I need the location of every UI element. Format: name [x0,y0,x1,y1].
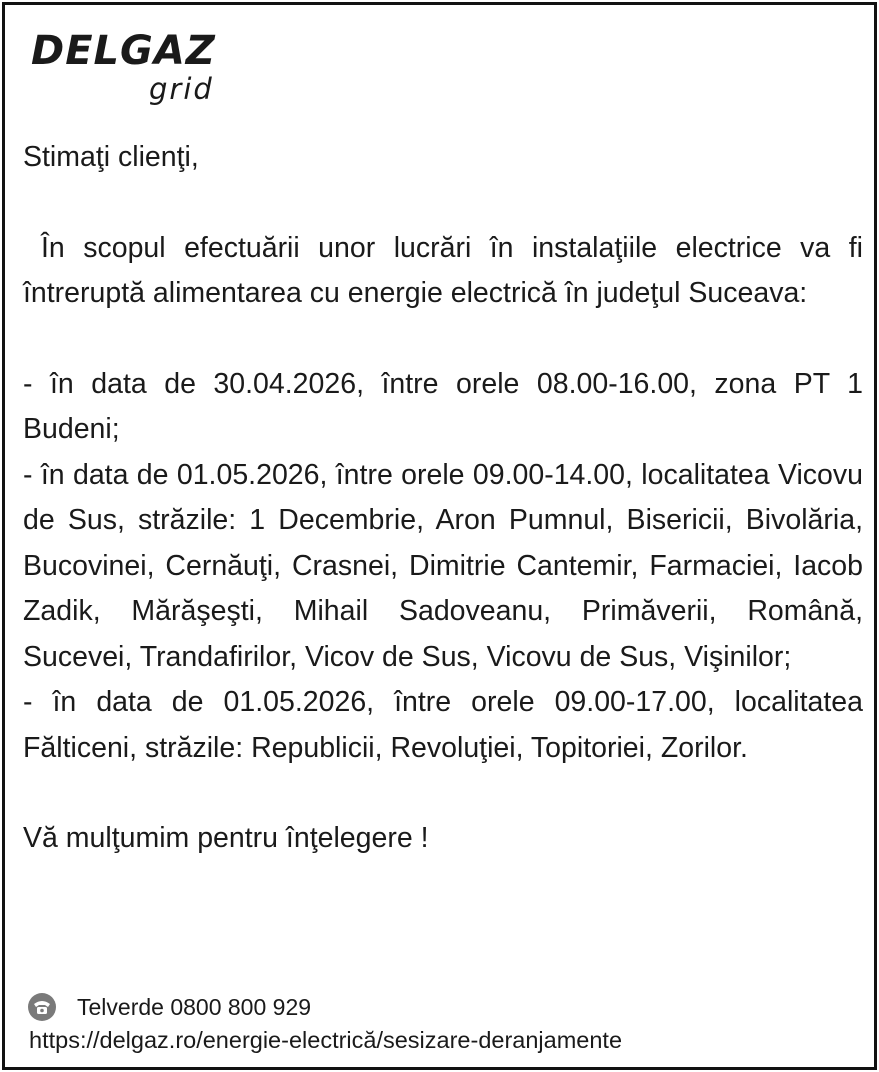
phone-number: Telverde 0800 800 929 [77,993,312,1020]
spacer [23,317,863,362]
delgaz-logo [31,29,231,109]
phone-icon [27,992,57,1022]
notice-body [23,135,863,862]
outage-item-1: - în data de 30.04.2026, între orele 08.00-16.00, zona PT 1 Budeni; [23,367,863,445]
outage-item-3: - în data de 01.05.2026, între orele 09.00-17.00, localitatea Fălticeni, străzile: Republicii, Revoluţiei, Topitoriei, Zorilor. [23,686,863,764]
logo-sub-text: grid [149,72,214,106]
logo-main-text: DELGAZ [31,28,216,74]
complaint-url[interactable]: https://delgaz.ro/energie-electrică/sesizare-deranjamente [29,1027,623,1053]
phone-contact [27,990,311,1024]
greeting: Stimaţi clienţi, [23,141,199,173]
notice-frame [2,2,877,1070]
outage-item-2: - în data de 01.05.2026, între orele 09.00-14.00, localitatea Vicovu de Sus, străzile: 1 Decembrie, Aron Pumnul, Bisericii, Bivolăria, Bucovinei, Cernăuţi, Crasnei, Dimitrie Cantemir, Farmaciei, Iacob Zadik, Mărăşeşti, Mihail Sadoveanu, Primăverii, Română, Sucevei, Trandafirilor, Vicov de Sus, Vicovu de Sus, Vişinilor; [23,458,863,673]
closing-line: Vă mulţumim pentru înţelegere ! [23,822,429,854]
intro-paragraph: În scopul efectuării unor lucrări în instalaţiile electrice va fi întreruptă alimentarea cu energie electrică în judeţul Suceava: [23,231,863,309]
